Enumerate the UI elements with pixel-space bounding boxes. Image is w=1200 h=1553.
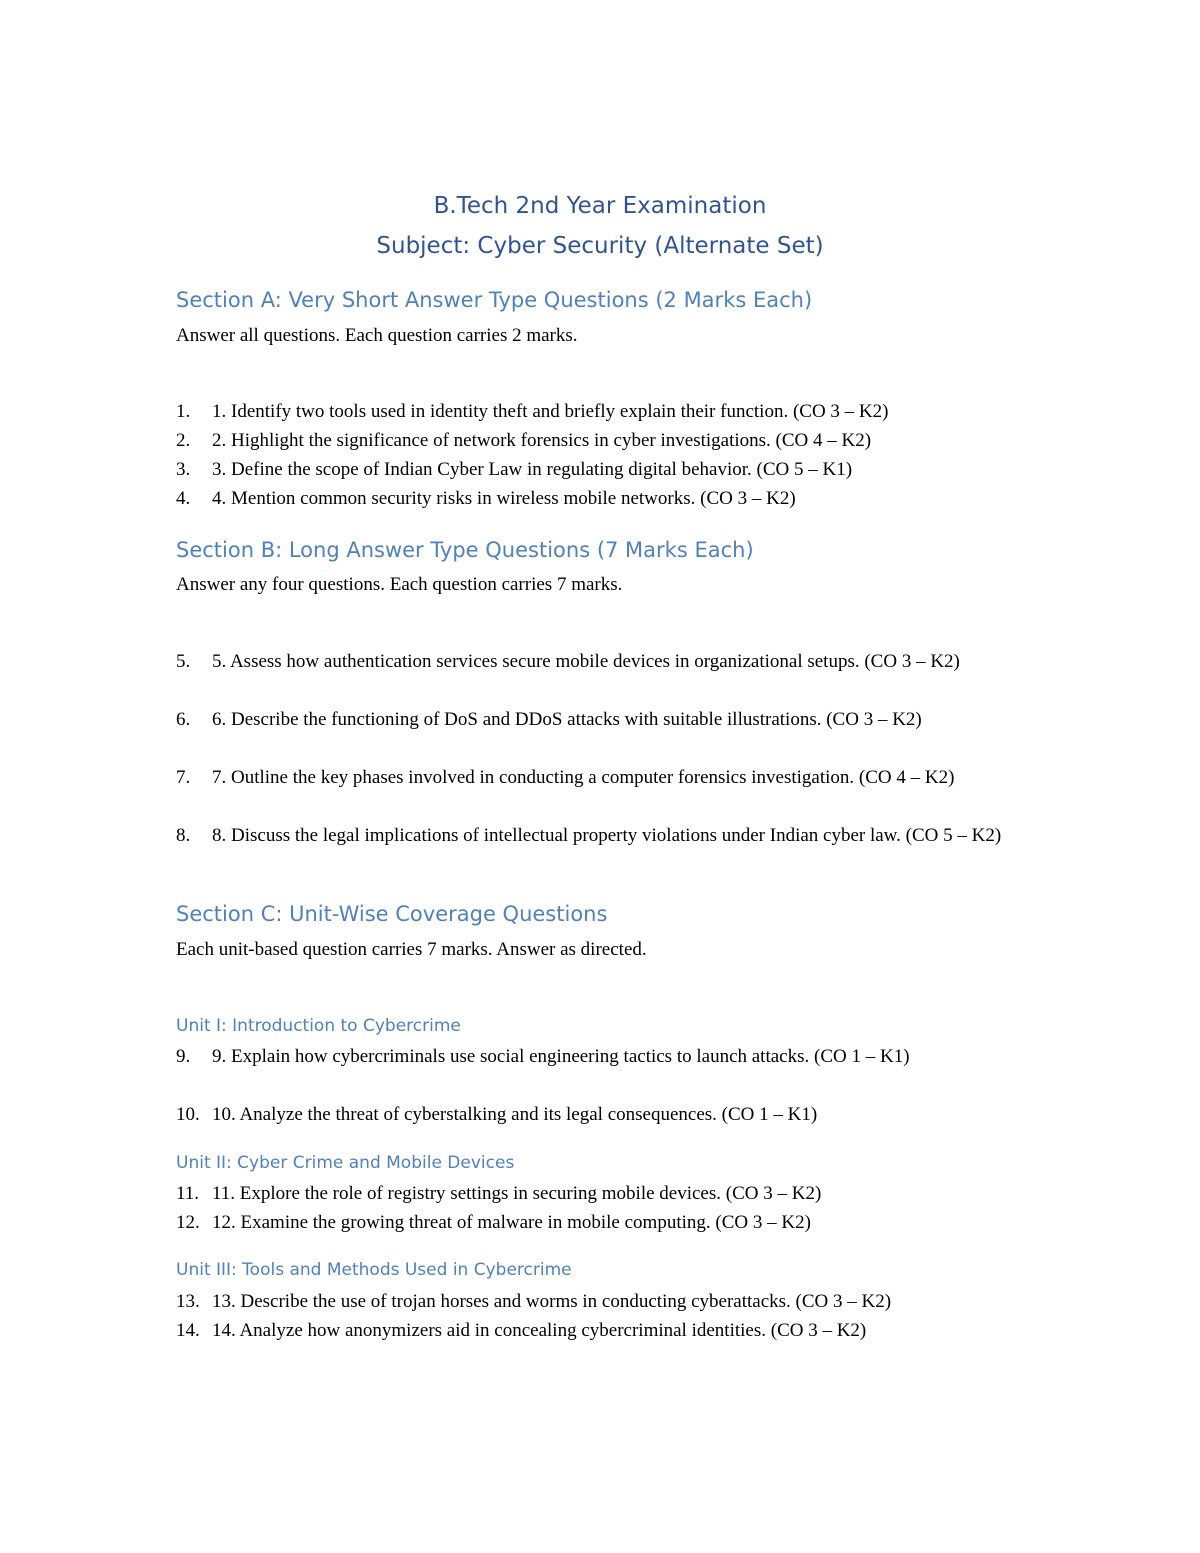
question-number: 11. — [176, 1183, 200, 1204]
question-1 — [176, 397, 1036, 426]
question-number: 12. — [176, 1212, 200, 1233]
unit-1-heading: Unit I: Introduction to Cybercrime — [176, 1016, 461, 1036]
question-text: 7. Outline the key phases involved in conducting a computer forensics investigation. (CO 4 – K2) — [212, 767, 955, 788]
question-12 — [176, 1208, 1036, 1237]
question-7 — [176, 763, 1036, 792]
exam-title: B.Tech 2nd Year Examination — [433, 193, 767, 219]
question-number: 9. — [176, 1046, 191, 1067]
question-3 — [176, 455, 1036, 484]
question-text: 8. Discuss the legal implications of intellectual property violations under Indian cyber law. (CO 5 – K2) — [212, 825, 1002, 846]
question-text: 6. Describe the functioning of DoS and DDoS attacks with suitable illustrations. (CO 3 – K2) — [212, 709, 922, 730]
question-number: 13. — [176, 1291, 200, 1312]
unit-3-heading: Unit III: Tools and Methods Used in Cybercrime — [176, 1260, 572, 1280]
section-c-instruction: Each unit-based question carries 7 marks. Answer as directed. — [176, 939, 647, 960]
question-13 — [176, 1287, 1036, 1316]
section-a-heading: Section A: Very Short Answer Type Questions (2 Marks Each) — [176, 288, 813, 312]
question-text: 1. Identify two tools used in identity theft and briefly explain their function. (CO 3 – K2) — [212, 401, 889, 422]
question-number: 10. — [176, 1104, 200, 1125]
question-number: 7. — [176, 767, 191, 788]
question-11 — [176, 1179, 1036, 1208]
question-number: 5. — [176, 651, 191, 672]
question-text: 10. Analyze the threat of cyberstalking and its legal consequences. (CO 1 – K1) — [212, 1104, 818, 1125]
question-number: 8. — [176, 825, 191, 846]
question-8 — [176, 821, 1036, 850]
question-number: 2. — [176, 430, 191, 451]
question-text: 12. Examine the growing threat of malware in mobile computing. (CO 3 – K2) — [212, 1212, 811, 1233]
question-14 — [176, 1316, 1036, 1345]
question-number: 4. — [176, 488, 191, 509]
question-text: 3. Define the scope of Indian Cyber Law in regulating digital behavior. (CO 5 – K1) — [212, 459, 853, 480]
section-b-heading: Section B: Long Answer Type Questions (7 Marks Each) — [176, 538, 754, 562]
question-2 — [176, 426, 1036, 455]
question-text: 14. Analyze how anonymizers aid in concealing cybercriminal identities. (CO 3 – K2) — [212, 1320, 867, 1341]
question-number: 14. — [176, 1320, 200, 1341]
unit-2-heading: Unit II: Cyber Crime and Mobile Devices — [176, 1153, 515, 1173]
section-c-heading: Section C: Unit-Wise Coverage Questions — [176, 902, 608, 926]
question-text: 2. Highlight the significance of network forensics in cyber investigations. (CO 4 – K2) — [212, 430, 872, 451]
question-number: 6. — [176, 709, 191, 730]
question-text: 4. Mention common security risks in wireless mobile networks. (CO 3 – K2) — [212, 488, 796, 509]
question-5 — [176, 647, 1036, 676]
question-text: 9. Explain how cybercriminals use social engineering tactics to launch attacks. (CO 1 – K1) — [212, 1046, 910, 1067]
question-text: 5. Assess how authentication services secure mobile devices in organizational setups. (CO 3 – K2) — [212, 651, 960, 672]
section-b-instruction: Answer any four questions. Each question carries 7 marks. — [176, 574, 623, 595]
question-9 — [176, 1042, 1036, 1071]
question-number: 3. — [176, 459, 191, 480]
exam-subject: Subject: Cyber Security (Alternate Set) — [376, 233, 824, 259]
question-6 — [176, 705, 1036, 734]
question-10 — [176, 1100, 1036, 1129]
question-text: 13. Describe the use of trojan horses and worms in conducting cyberattacks. (CO 3 – K2) — [212, 1291, 892, 1312]
question-number: 1. — [176, 401, 191, 422]
question-4 — [176, 484, 1036, 513]
question-text: 11. Explore the role of registry settings in securing mobile devices. (CO 3 – K2) — [212, 1183, 822, 1204]
section-a-instruction: Answer all questions. Each question carries 2 marks. — [176, 325, 578, 346]
